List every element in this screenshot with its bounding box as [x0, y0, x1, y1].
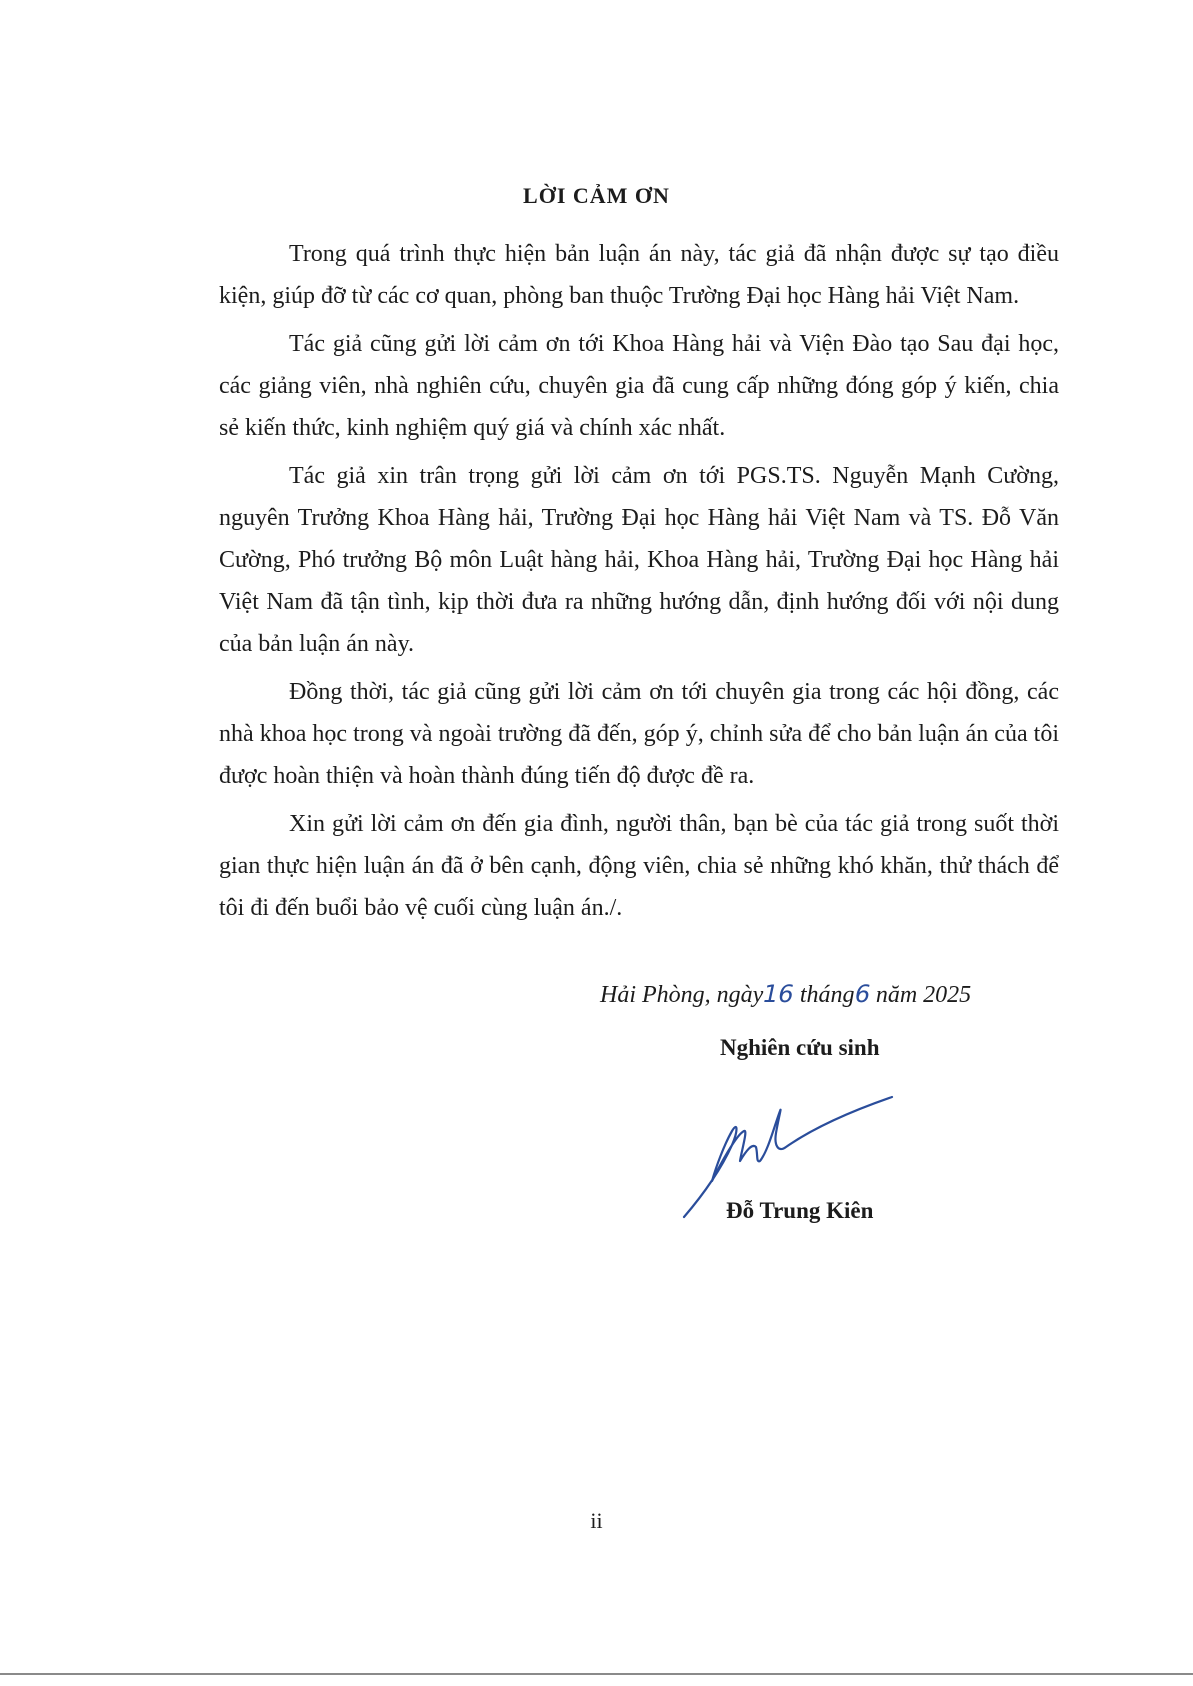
- handwritten-month: 6: [851, 980, 873, 1008]
- paragraph-2: Tác giả cũng gửi lời cảm ơn tới Khoa Hàng hải và Viện Đào tạo Sau đại học, các giảng viên, nhà nghiên cứu, chuyên gia đã cung cấp những đóng góp ý kiến, chia sẻ kiến thức, kinh nghiệm quý giá và chính xác nhất.: [219, 331, 1059, 441]
- signer-name: Đỗ Trung Kiên: [726, 1198, 874, 1223]
- page-title: LỜI CẢM ƠN: [523, 183, 670, 208]
- signer-role: Nghiên cứu sinh: [720, 1035, 880, 1060]
- page-number: ii: [590, 1508, 603, 1533]
- acknowledgement-body: [219, 233, 1059, 935]
- paragraph-4: Đồng thời, tác giả cũng gửi lời cảm ơn tới chuyên gia trong các hội đồng, các nhà khoa học trong và ngoài trường đã đến, góp ý, chỉnh sửa để cho bản luận án của tôi được hoàn thiện và hoàn thành đúng tiến độ được đề ra.: [219, 679, 1059, 789]
- paragraph-1: Trong quá trình thực hiện bản luận án này, tác giả đã nhận được sự tạo điều kiện, giúp đỡ từ các cơ quan, phòng ban thuộc Trường Đại học Hàng hải Việt Nam.: [219, 241, 1059, 309]
- scan-edge-divider: [0, 1673, 1193, 1675]
- paragraph-3: Tác giả xin trân trọng gửi lời cảm ơn tới PGS.TS. Nguyễn Mạnh Cường, nguyên Trưởng Khoa Hàng hải, Trường Đại học Hàng hải Việt Nam và TS. Đỗ Văn Cường, Phó trưởng Bộ môn Luật hàng hải, Khoa Hàng hải, Trường Đại học Hàng hải Việt Nam đã tận tình, kịp thời đưa ra những hướng dẫn, định hướng đối với nội dung của bản luận án này.: [219, 463, 1059, 657]
- date-line: [600, 980, 1050, 1009]
- date-prefix: Hải Phòng, ngày: [600, 982, 764, 1008]
- handwritten-day: 16: [760, 980, 797, 1008]
- month-label: tháng: [799, 982, 855, 1008]
- year-text: năm 2025: [875, 982, 972, 1008]
- paragraph-5: Xin gửi lời cảm ơn đến gia đình, người thân, bạn bè của tác giả trong suốt thời gian thực hiện luận án đã ở bên cạnh, động viên, chia sẻ những khó khăn, thử thách để tôi đi đến buổi bảo vệ cuối cùng luận án./.: [219, 811, 1059, 921]
